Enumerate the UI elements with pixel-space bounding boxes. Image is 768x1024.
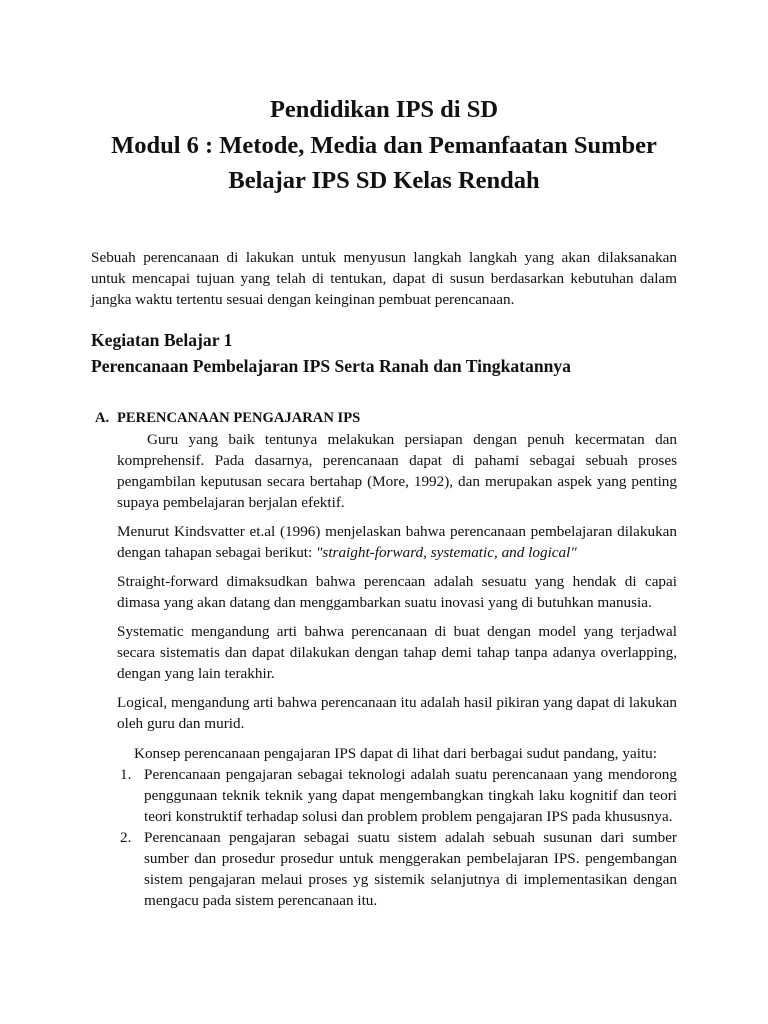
subsection-body — [117, 429, 677, 911]
list-item-text: Perencanaan pengajaran sebagai suatu sistem adalah sebuah susunan dari sumber sumber dan prosedur prosedur untuk menggerakan pembelajaran IPS. pengembangan sistem pengajaran melaui proses yg sistemik selanjutnya di implementasikan dengan mengacu pada sistem perencanaan itu. — [144, 828, 677, 909]
paragraph-1: Guru yang baik tentunya melakukan persiapan dengan penuh kecermatan dan komprehensif. Pada dasarnya, perencanaan dapat di pahami sebagai sebuah proses pengambilan keputusan secara bertahap (More, 1992), dan merupakan aspek yang penting supaya pembelajaran berjalan efektif. — [117, 430, 677, 511]
subsection-letter: A. — [95, 409, 110, 426]
section-heading — [91, 327, 677, 379]
document-title — [91, 92, 677, 199]
intro-paragraph: Sebuah perencanaan di lakukan untuk menyusun langkah langkah yang akan dilaksanakan untuk mencapai tujuan yang telah di tentukan, dapat di susun berdasarkan kebutuhan dalam jangka waktu tertentu sesuai dengan keinginan pembuat perencanaan. — [91, 248, 677, 308]
subsection-a — [91, 408, 677, 911]
list-number: 2. — [120, 828, 132, 846]
paragraph-2 — [117, 521, 677, 563]
title-line-2: Modul 6 : Metode, Media dan Pemanfaatan Sumber — [111, 131, 657, 159]
document-page — [91, 92, 677, 911]
list-item — [117, 827, 677, 911]
paragraph-4: Systematic mengandung arti bahwa perencanaan di buat dengan model yang terjadwal secara sistematis dan dapat dilakukan dengan tahap demi tahap tanpa adanya overlapping, dengan yang lain terakhir. — [117, 622, 677, 682]
list-item — [117, 764, 677, 827]
numbered-list — [117, 764, 677, 911]
section-heading-line-1: Kegiatan Belajar 1 — [91, 329, 233, 350]
paragraph-2-quote: "straight-forward, systematic, and logical" — [316, 543, 577, 561]
list-number: 1. — [120, 765, 132, 783]
section-heading-line-2: Perencanaan Pembelajaran IPS Serta Ranah dan Tingkatannya — [91, 355, 571, 376]
paragraph-6: Konsep perencanaan pengajaran IPS dapat di lihat dari berbagai sudut pandang, yaitu: — [134, 744, 657, 762]
title-line-3: Belajar IPS SD Kelas Rendah — [228, 167, 540, 194]
paragraph-5: Logical, mengandung arti bahwa perencanaan itu adalah hasil pikiran yang dapat di lakukan oleh guru dan murid. — [117, 693, 677, 732]
list-item-text: Perencanaan pengajaran sebagai teknologi adalah suatu perencanaan yang mendorong penggunaan teknik teknik yang dapat mengembangkan tingkah laku kognitif dan teori teori konstruktif terhadap solusi dan problem problem pengajaran IPS pada khususnya. — [144, 765, 677, 825]
paragraph-3: Straight-forward dimaksudkan bahwa perencaan adalah sesuatu yang hendak di capai dimasa yang akan datang dan menggambarkan suatu inovasi yang di butuhkan manusia. — [117, 572, 677, 611]
paragraph-2-text: Menurut Kindsvatter et.al (1996) menjelaskan bahwa perencanaan pembelajaran dilakukan dengan tahapan sebagai berikut: — [117, 522, 677, 561]
subsection-title: PERENCANAAN PENGAJARAN IPS — [117, 409, 361, 426]
title-line-1: Pendidikan IPS di SD — [269, 96, 499, 123]
